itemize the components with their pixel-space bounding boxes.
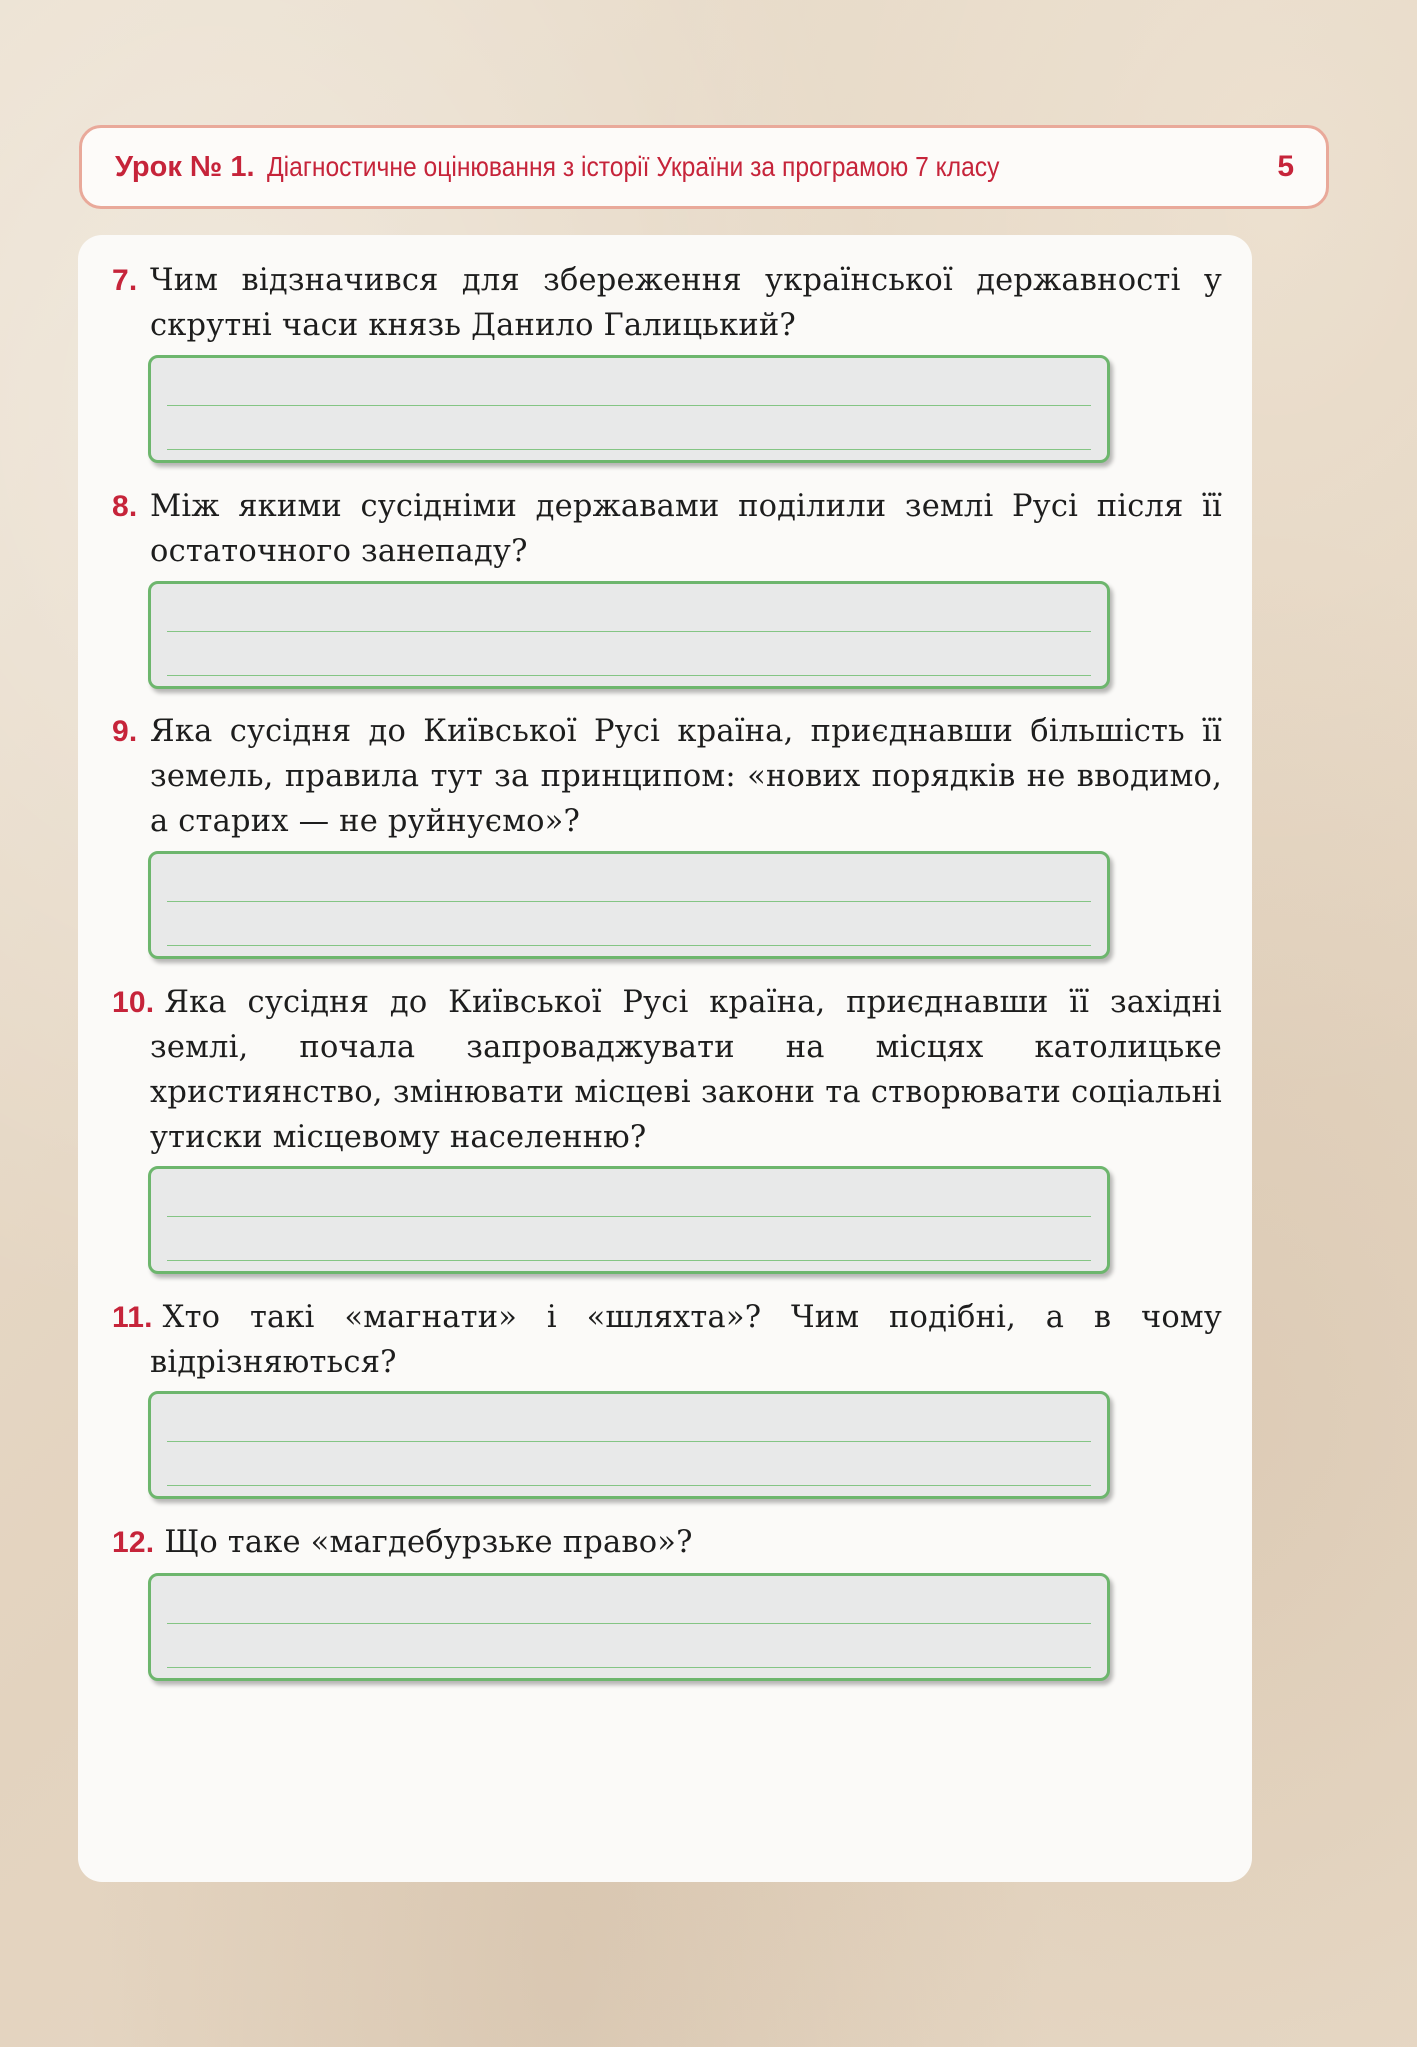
answer-line bbox=[167, 1441, 1091, 1442]
answer-line bbox=[167, 1485, 1091, 1486]
page-number: 5 bbox=[1277, 150, 1294, 183]
lesson-title: Діагностичне оцінювання з історії України за програмою 7 класу bbox=[266, 150, 1000, 182]
question-8 bbox=[112, 484, 1222, 574]
question-7 bbox=[112, 258, 1222, 348]
question-number: 8. bbox=[112, 490, 138, 523]
question-number: 10. bbox=[112, 986, 155, 1019]
answer-line bbox=[167, 945, 1091, 946]
answer-line bbox=[167, 1623, 1091, 1624]
answer-line bbox=[167, 449, 1091, 450]
answer-line bbox=[167, 1216, 1091, 1217]
question-10 bbox=[112, 980, 1222, 1160]
question-9 bbox=[112, 709, 1222, 844]
answer-box-8[interactable] bbox=[148, 581, 1110, 689]
question-number: 11. bbox=[112, 1301, 153, 1334]
question-number: 12. bbox=[112, 1526, 155, 1559]
question-text: Чим відзначився для збереження української державності у скрутні часи князь Данило Галицький? bbox=[150, 263, 1222, 343]
lesson-heading bbox=[115, 151, 1277, 184]
question-text: Що таке «магдебурзьке право»? bbox=[164, 1525, 693, 1560]
answer-box-7[interactable] bbox=[148, 355, 1110, 463]
answer-box-11[interactable] bbox=[148, 1391, 1110, 1499]
answer-line bbox=[167, 1667, 1091, 1668]
question-12 bbox=[112, 1520, 1222, 1565]
question-text: Між якими сусідніми державами поділили землі Русі після її остаточного занепаду? bbox=[150, 489, 1222, 569]
answer-line bbox=[167, 1260, 1091, 1261]
answer-box-9[interactable] bbox=[148, 851, 1110, 959]
question-text: Яка сусідня до Київської Русі країна, приєднавши більшість її земель, правила тут за принципом: «нових порядків не вводимо, а старих — не руйнуємо»? bbox=[150, 714, 1222, 839]
question-number: 7. bbox=[112, 264, 138, 297]
answer-box-12[interactable] bbox=[148, 1573, 1110, 1681]
answer-box-10[interactable] bbox=[148, 1166, 1110, 1274]
answer-line bbox=[167, 901, 1091, 902]
question-text: Яка сусідня до Київської Русі країна, приєднавши її західні землі, почала запроваджувати на місцях католицьке християнство, змінювати місцеві закони та створювати соціальні утиски місцевому населенню? bbox=[150, 985, 1222, 1155]
lesson-header bbox=[79, 125, 1329, 209]
answer-line bbox=[167, 675, 1091, 676]
question-number: 9. bbox=[112, 715, 138, 748]
lesson-label: Урок № 1. bbox=[115, 150, 255, 183]
answer-line bbox=[167, 631, 1091, 632]
answer-line bbox=[167, 405, 1091, 406]
question-text: Хто такі «магнати» і «шляхта»? Чим подібні, а в чому відрізняються? bbox=[150, 1300, 1222, 1380]
question-11 bbox=[112, 1295, 1222, 1385]
